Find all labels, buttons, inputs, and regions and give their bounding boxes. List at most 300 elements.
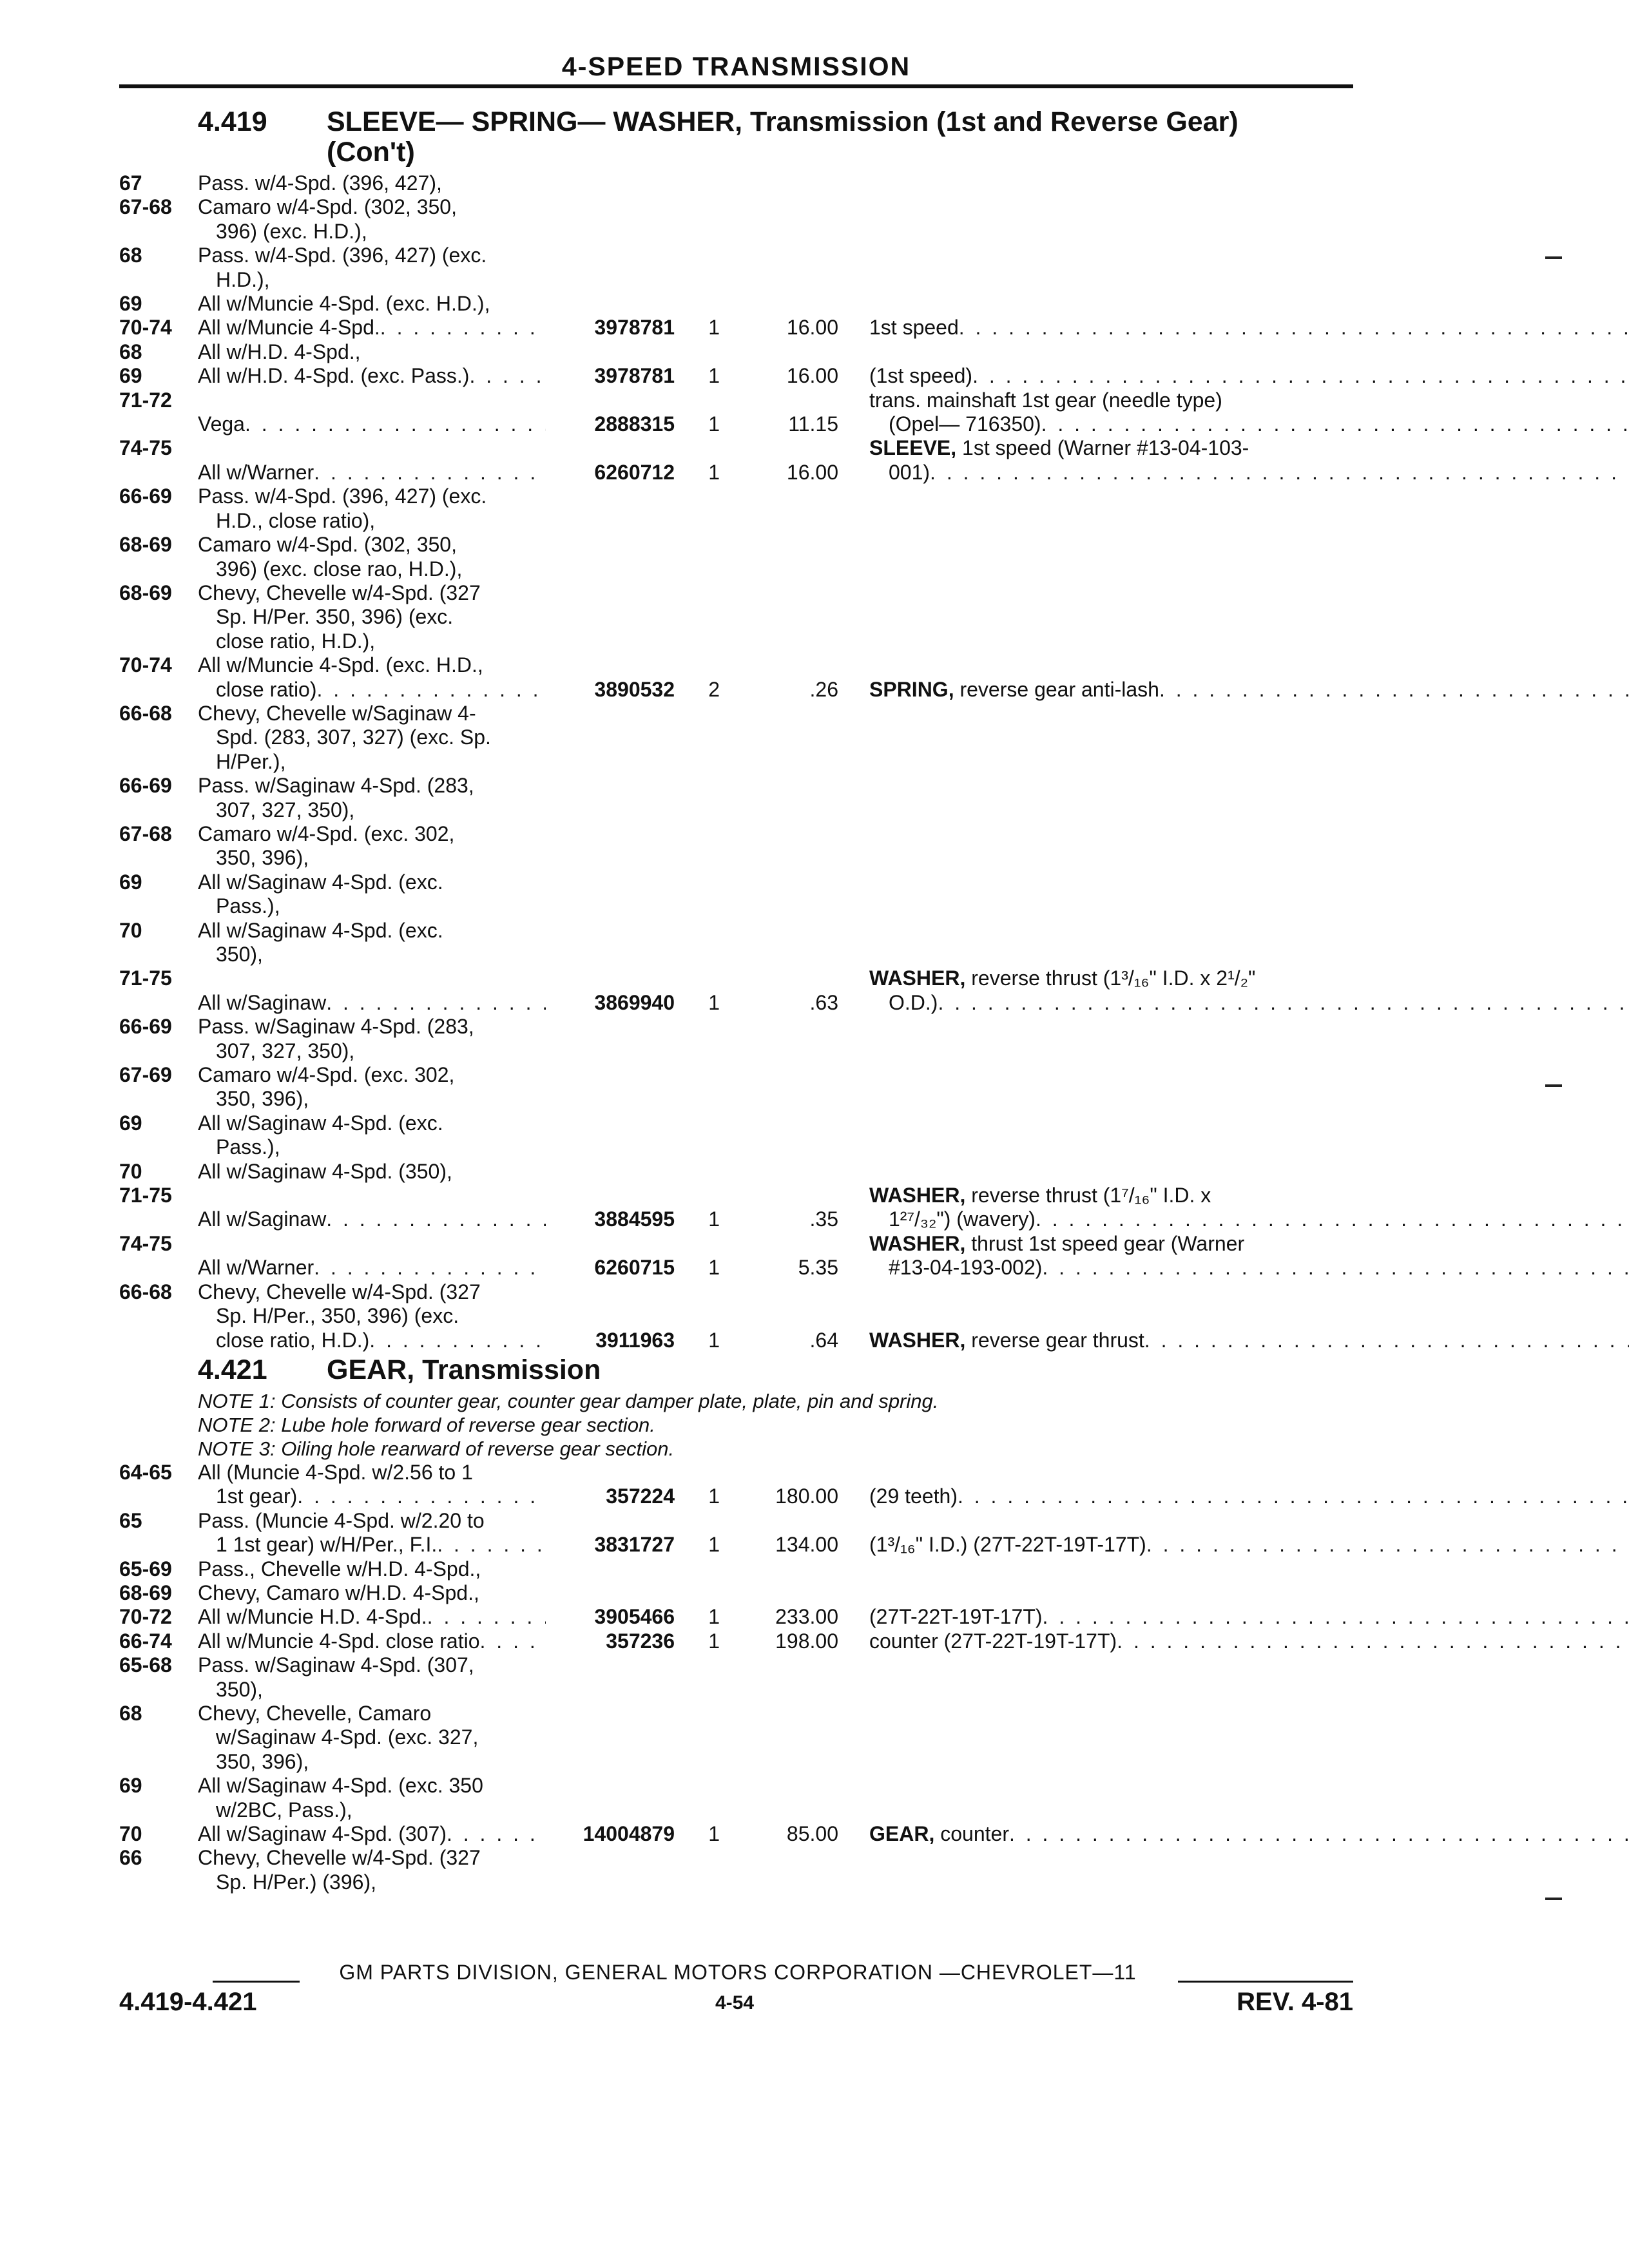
model-years: 68-69 [119, 533, 172, 557]
application-line: All w/Saginaw 4-Spd. (350), [198, 1159, 452, 1183]
application-line: Pass. w/4-Spd. (396, 427) (exc. [198, 485, 487, 508]
price: .35 [809, 1207, 838, 1231]
quantity: 1 [708, 1485, 720, 1508]
application-line-text: All w/Muncie 4-Spd. [198, 316, 380, 340]
application [198, 991, 546, 1015]
table-row [119, 1015, 1353, 1063]
table-row [119, 533, 1353, 581]
application-line: 350), [216, 943, 263, 966]
application-line: Chevy, Chevelle w/4-Spd. (327 [198, 1846, 481, 1870]
dot-leader [326, 991, 546, 1015]
application-line: Pass. w/Saginaw 4-Spd. (307, [198, 1653, 474, 1677]
part-number: 3884595 [594, 1207, 675, 1231]
description-line-text: WASHER, reverse gear thrust [869, 1328, 1144, 1352]
description-line: SLEEVE, 1st speed (Warner #13-04-103- [869, 436, 1249, 460]
application [198, 822, 546, 870]
description-line [869, 412, 1629, 436]
part-keyword: WASHER, [869, 1328, 966, 1352]
application-line-text: close ratio) [216, 677, 317, 701]
application-line [198, 316, 546, 340]
quantity: 1 [708, 316, 720, 340]
model-years: 66 [119, 1846, 142, 1870]
application-line: 350, 396), [216, 1087, 309, 1111]
description [869, 1184, 1629, 1232]
part-number: 357224 [606, 1485, 675, 1508]
application-line [198, 461, 546, 485]
description-line-text: 001) [889, 460, 930, 484]
application [198, 1256, 546, 1280]
dot-leader [1117, 1629, 1629, 1653]
table-row [119, 195, 1353, 244]
quantity: 1 [708, 1328, 720, 1352]
part-number: 3890532 [594, 677, 675, 701]
quantity: 1 [708, 412, 720, 436]
part-number: 3978781 [594, 316, 675, 340]
description [869, 1822, 1629, 1846]
application-line: Chevy, Chevelle, Camaro [198, 1701, 432, 1725]
table-row [119, 919, 1353, 967]
dot-leader [958, 1485, 1629, 1508]
table-row [119, 1581, 1353, 1605]
dot-leader [480, 1629, 546, 1653]
dot-leader [1159, 678, 1629, 702]
model-years: 70 [119, 918, 142, 942]
model-years: 70-74 [119, 316, 172, 340]
application-line: Pass., Chevelle w/H.D. 4-Spd., [198, 1557, 481, 1581]
section-heading [119, 107, 1353, 168]
model-years: 69 [119, 1774, 142, 1798]
model-years: 70 [119, 1159, 142, 1183]
description-line-text: (27T-22T-19T-17T) [869, 1605, 1043, 1629]
application-line [198, 1256, 546, 1280]
description [869, 364, 1629, 388]
quantity: 1 [708, 1533, 720, 1557]
application-line: 307, 327, 350), [216, 1039, 355, 1062]
dot-leader [326, 1207, 546, 1231]
dot-leader [317, 678, 546, 702]
application [198, 1822, 546, 1846]
application [198, 412, 546, 436]
table-row [119, 436, 1353, 485]
application [198, 244, 546, 292]
application [198, 1629, 546, 1653]
application [198, 919, 546, 967]
quantity: 1 [708, 990, 720, 1014]
description-line-text: 1st speed [869, 316, 959, 340]
model-years: 65 [119, 1508, 142, 1532]
table-row [119, 702, 1353, 774]
application-line: 350, 396), [216, 846, 309, 870]
table-row [119, 1111, 1353, 1160]
application-line-text: Vega [198, 412, 245, 436]
dot-leader [447, 1822, 546, 1846]
application-line: All w/Saginaw 4-Spd. (exc. [198, 870, 443, 894]
price: 5.35 [798, 1256, 838, 1280]
table-row [119, 171, 1353, 195]
dot-leader [1042, 1256, 1629, 1280]
application-line: All (Muncie 4-Spd. w/2.56 to 1 [198, 1460, 473, 1484]
model-years: 68 [119, 1701, 142, 1725]
dot-leader [314, 1256, 546, 1280]
description-line: trans. mainshaft 1st gear (needle type) [869, 388, 1222, 412]
table-row [119, 653, 1353, 702]
table-row [119, 1063, 1353, 1111]
model-years: 67 [119, 171, 142, 195]
application-line: H.D.), [216, 267, 270, 291]
model-years: 69 [119, 1111, 142, 1135]
application [198, 340, 546, 364]
part-keyword: WASHER, [869, 1231, 966, 1255]
application-line: Pass. w/4-Spd. (396, 427), [198, 171, 442, 195]
application [198, 1461, 546, 1509]
dot-leader [959, 316, 1629, 340]
header-rule [119, 84, 1353, 88]
application-line-text: All w/Saginaw [198, 990, 327, 1014]
application [198, 1063, 546, 1111]
application [198, 1207, 546, 1231]
dot-leader [1144, 1329, 1629, 1352]
description-line: WASHER, reverse thrust (1⁷/₁₆" I.D. x [869, 1184, 1211, 1207]
model-years: 69 [119, 870, 142, 894]
description-line [869, 461, 1629, 485]
dot-leader [972, 364, 1629, 388]
description-line [869, 991, 1629, 1015]
footer-section-range: 4.419-4.421 [119, 1988, 257, 2016]
application-line: Chevy, Chevelle w/4-Spd. (327 [198, 581, 481, 604]
application [198, 485, 546, 533]
application-line [198, 1329, 546, 1352]
application-line: H/Per.), [216, 749, 286, 773]
description-line: WASHER, thrust 1st speed gear (Warner [869, 1231, 1245, 1255]
dot-leader [314, 461, 546, 485]
table-row [119, 1160, 1353, 1184]
dot-leader [938, 991, 1629, 1015]
application-line: Pass. (Muncie 4-Spd. w/2.20 to [198, 1508, 485, 1532]
part-number: 3905466 [594, 1605, 675, 1629]
price: 16.00 [786, 316, 838, 340]
section-notes [198, 1389, 1353, 1461]
table-row [119, 364, 1353, 388]
application-line [198, 1485, 546, 1508]
description [869, 966, 1629, 1015]
application [198, 1581, 546, 1605]
application-line: Camaro w/4-Spd. (exc. 302, [198, 822, 455, 845]
model-years: 65-69 [119, 1557, 172, 1581]
description-line [869, 1533, 1629, 1557]
description-line-text: counter (27T-22T-19T-17T) [869, 1629, 1117, 1653]
footer-rule-right [1178, 1981, 1353, 1983]
model-years: 65-68 [119, 1653, 172, 1677]
table-row [119, 1280, 1353, 1352]
application [198, 1015, 546, 1063]
application [198, 292, 546, 316]
description-line [869, 1629, 1629, 1653]
application [198, 774, 546, 822]
margin-tick [1545, 256, 1562, 259]
price: 198.00 [775, 1629, 838, 1653]
application [198, 1846, 546, 1894]
description-line [869, 1207, 1629, 1231]
table-row [119, 316, 1353, 340]
application-line: Chevy, Chevelle w/4-Spd. (327 [198, 1280, 481, 1303]
table-row [119, 1822, 1353, 1846]
price: 16.00 [786, 460, 838, 484]
description-line-text: SPRING, reverse gear anti-lash [869, 677, 1159, 701]
description-line-text: (1st speed) [869, 364, 973, 388]
model-years: 70-74 [119, 653, 172, 677]
quantity: 1 [708, 1605, 720, 1629]
dot-leader [1041, 412, 1629, 436]
application [198, 171, 546, 195]
table-row [119, 292, 1353, 316]
price: 233.00 [775, 1605, 838, 1629]
model-years: 71-72 [119, 388, 172, 412]
note-line: NOTE 3: Oiling hole rearward of reverse gear section. [198, 1437, 675, 1460]
description [869, 1605, 1629, 1629]
model-years: 68 [119, 244, 142, 267]
part-number: 3978781 [594, 364, 675, 388]
application-line: Pass.), [216, 894, 280, 918]
table-row [119, 1605, 1353, 1629]
page-title: 4-SPEED TRANSMISSION [561, 52, 911, 81]
dot-leader [1009, 1822, 1629, 1846]
section-title-line: SLEEVE— SPRING— WASHER, Transmission (1st and Reverse Gear) [327, 106, 1239, 137]
price: 180.00 [775, 1485, 838, 1508]
table-row [119, 1232, 1353, 1280]
description-line: WASHER, reverse thrust (1³/₁₆" I.D. x 2¹/₂" [869, 966, 1256, 990]
model-years: 67-69 [119, 1063, 172, 1087]
table-row [119, 244, 1353, 292]
description-line [869, 1329, 1629, 1352]
application-line-text: All w/Warner [198, 460, 314, 484]
model-years: 71-75 [119, 966, 172, 990]
model-years: 74-75 [119, 1231, 172, 1255]
application [198, 1557, 546, 1581]
quantity: 1 [708, 1629, 720, 1653]
description [869, 436, 1629, 485]
application-line [198, 1533, 546, 1557]
price: .26 [809, 677, 838, 701]
part-keyword: SLEEVE, [869, 436, 957, 460]
dot-leader [427, 1605, 546, 1629]
description-line-text: (1³/₁₆" I.D.) (27T-22T-19T-17T) [869, 1533, 1146, 1557]
application-line [198, 991, 546, 1015]
description [869, 1232, 1629, 1280]
application-line: H.D., close ratio), [216, 508, 376, 532]
table-row [119, 1702, 1353, 1774]
application-line: Camaro w/4-Spd. (302, 350, [198, 195, 457, 219]
model-years: 67-68 [119, 822, 172, 845]
footer-page-number: 4-54 [715, 1992, 755, 2013]
description [869, 316, 1629, 340]
description-line-text: (29 teeth) [869, 1485, 958, 1508]
part-number: 6260715 [594, 1256, 675, 1280]
application-line [198, 364, 546, 388]
dot-leader [297, 1485, 546, 1508]
description-line-text: #13-04-193-002) [889, 1256, 1043, 1280]
application [198, 1280, 546, 1352]
application-line: 350, 396), [216, 1749, 309, 1773]
section-title [327, 1355, 1353, 1385]
application-line: Pass. w/4-Spd. (396, 427) (exc. [198, 244, 487, 267]
dot-leader [1043, 1605, 1629, 1629]
application-line: Camaro w/4-Spd. (exc. 302, [198, 1063, 455, 1087]
application-line: w/2BC, Pass.), [216, 1798, 352, 1821]
model-years: 74-75 [119, 436, 172, 460]
application [198, 1111, 546, 1160]
parts-listing [119, 104, 1353, 1894]
application-line: 350), [216, 1677, 263, 1701]
application-line-text: All w/Muncie H.D. 4-Spd. [198, 1605, 427, 1629]
part-number: 14004879 [583, 1822, 675, 1845]
description-line-text: GEAR, counter [869, 1822, 1009, 1845]
table-row [119, 966, 1353, 1015]
price: 134.00 [775, 1533, 838, 1557]
description-line [869, 1256, 1629, 1280]
section-title-line: (Con't) [327, 137, 415, 168]
application-line [198, 412, 546, 436]
price: 11.15 [788, 412, 838, 436]
application-line: Chevy, Camaro w/H.D. 4-Spd., [198, 1581, 479, 1604]
application [198, 1605, 546, 1629]
margin-tick [1545, 1898, 1562, 1900]
model-years: 66-68 [119, 1280, 172, 1303]
price: 85.00 [786, 1822, 838, 1845]
application [198, 1653, 546, 1702]
application-line: Sp. H/Per. 350, 396) (exc. [216, 605, 454, 629]
application-line-text: All w/Saginaw 4-Spd. (307) [198, 1822, 447, 1845]
section-heading [119, 1355, 1353, 1385]
model-years: 70 [119, 1822, 142, 1845]
application-line: All w/Muncie 4-Spd. (exc. H.D., [198, 653, 483, 677]
description [869, 1329, 1629, 1352]
table-row [119, 340, 1353, 364]
footer-corporation: GM PARTS DIVISION, GENERAL MOTORS CORPORATION —CHEVROLET—11 [339, 1961, 1137, 1984]
application-line-text: 1 1st gear) w/H/Per., F.I. [216, 1533, 438, 1557]
table-row [119, 1846, 1353, 1894]
table-row [119, 485, 1353, 533]
application [198, 1774, 546, 1822]
description-line [869, 1485, 1629, 1508]
application [198, 1702, 546, 1774]
description-line-text: 1²⁷/₃₂") (wavery) [889, 1207, 1036, 1231]
application-line [198, 1629, 546, 1653]
application-line: close ratio, H.D.), [216, 629, 376, 653]
table-row [119, 774, 1353, 822]
application-line: All w/H.D. 4-Spd., [198, 340, 361, 363]
application [198, 581, 546, 653]
application-line-text: 1st gear) [216, 1485, 298, 1508]
table-row [119, 822, 1353, 870]
price: .63 [809, 990, 838, 1014]
description [869, 678, 1629, 702]
description [869, 389, 1629, 437]
application-line [198, 1822, 546, 1846]
description [869, 1485, 1629, 1508]
part-number: 2888315 [594, 412, 675, 436]
part-keyword: WASHER, [869, 966, 966, 990]
section-number: 4.419 [198, 106, 267, 137]
table-row [119, 1629, 1353, 1653]
application-line: 307, 327, 350), [216, 798, 355, 822]
application [198, 1509, 546, 1557]
quantity: 1 [708, 364, 720, 388]
application [198, 1160, 546, 1184]
table-row [119, 389, 1353, 437]
application-line: Pass.), [216, 1135, 280, 1159]
dot-leader [380, 316, 546, 340]
application-line: Sp. H/Per., 350, 396) (exc. [216, 1304, 459, 1328]
application [198, 653, 546, 702]
application-line: Pass. w/Saginaw 4-Spd. (283, [198, 774, 474, 798]
part-keyword: WASHER, [869, 1184, 966, 1207]
application [198, 533, 546, 581]
application-line [198, 1207, 546, 1231]
dot-leader [469, 364, 546, 388]
section-title-line: GEAR, Transmission [327, 1354, 601, 1385]
dot-leader [369, 1329, 546, 1352]
dot-leader [1036, 1207, 1629, 1231]
model-years: 68-69 [119, 1581, 172, 1604]
price: .64 [809, 1328, 838, 1352]
model-years: 66-68 [119, 701, 172, 725]
application [198, 702, 546, 774]
application-line-text: All w/Muncie 4-Spd. close ratio [198, 1629, 480, 1653]
dot-leader [245, 412, 546, 436]
application-line: 396) (exc. close rao, H.D.), [216, 557, 463, 581]
table-row [119, 1461, 1353, 1509]
description-line [869, 678, 1629, 702]
section-number: 4.421 [198, 1354, 267, 1385]
part-keyword: SPRING, [869, 677, 954, 701]
application [198, 195, 546, 244]
description-line [869, 364, 1629, 388]
quantity: 1 [708, 1822, 720, 1845]
application-line: w/Saginaw 4-Spd. (exc. 327, [216, 1725, 479, 1749]
model-years: 69 [119, 364, 142, 388]
model-years: 66-69 [119, 485, 172, 508]
description-line [869, 1822, 1629, 1846]
application-line: Sp. H/Per.) (396), [216, 1870, 376, 1894]
model-years: 66-69 [119, 1015, 172, 1039]
table-row [119, 1653, 1353, 1702]
quantity: 2 [708, 677, 720, 701]
application [198, 364, 546, 388]
margin-tick [1545, 1084, 1562, 1087]
part-number: 3911963 [595, 1328, 675, 1352]
part-number: 6260712 [594, 460, 675, 484]
note-line: NOTE 2: Lube hole forward of reverse gear section. [198, 1413, 655, 1436]
application-line: All w/Saginaw 4-Spd. (exc. [198, 1111, 443, 1135]
model-years: 64-65 [119, 1460, 172, 1484]
application-line [198, 1605, 546, 1629]
application-line: All w/Saginaw 4-Spd. (exc. 350 [198, 1774, 483, 1798]
model-years: 67-68 [119, 195, 172, 219]
model-years: 66-69 [119, 774, 172, 798]
application-line [198, 678, 546, 702]
model-years: 71-75 [119, 1184, 172, 1207]
price: 16.00 [786, 364, 838, 388]
application-line: Chevy, Chevelle w/Saginaw 4- [198, 701, 476, 725]
application [198, 870, 546, 919]
application [198, 461, 546, 485]
dot-leader [930, 461, 1629, 485]
part-number: 357236 [606, 1629, 675, 1653]
table-row [119, 1557, 1353, 1581]
model-years: 69 [119, 292, 142, 316]
note-line: NOTE 1: Consists of counter gear, counter gear damper plate, plate, pin and spring. [198, 1389, 939, 1412]
description-line-text: (Opel— 716350) [889, 412, 1041, 436]
